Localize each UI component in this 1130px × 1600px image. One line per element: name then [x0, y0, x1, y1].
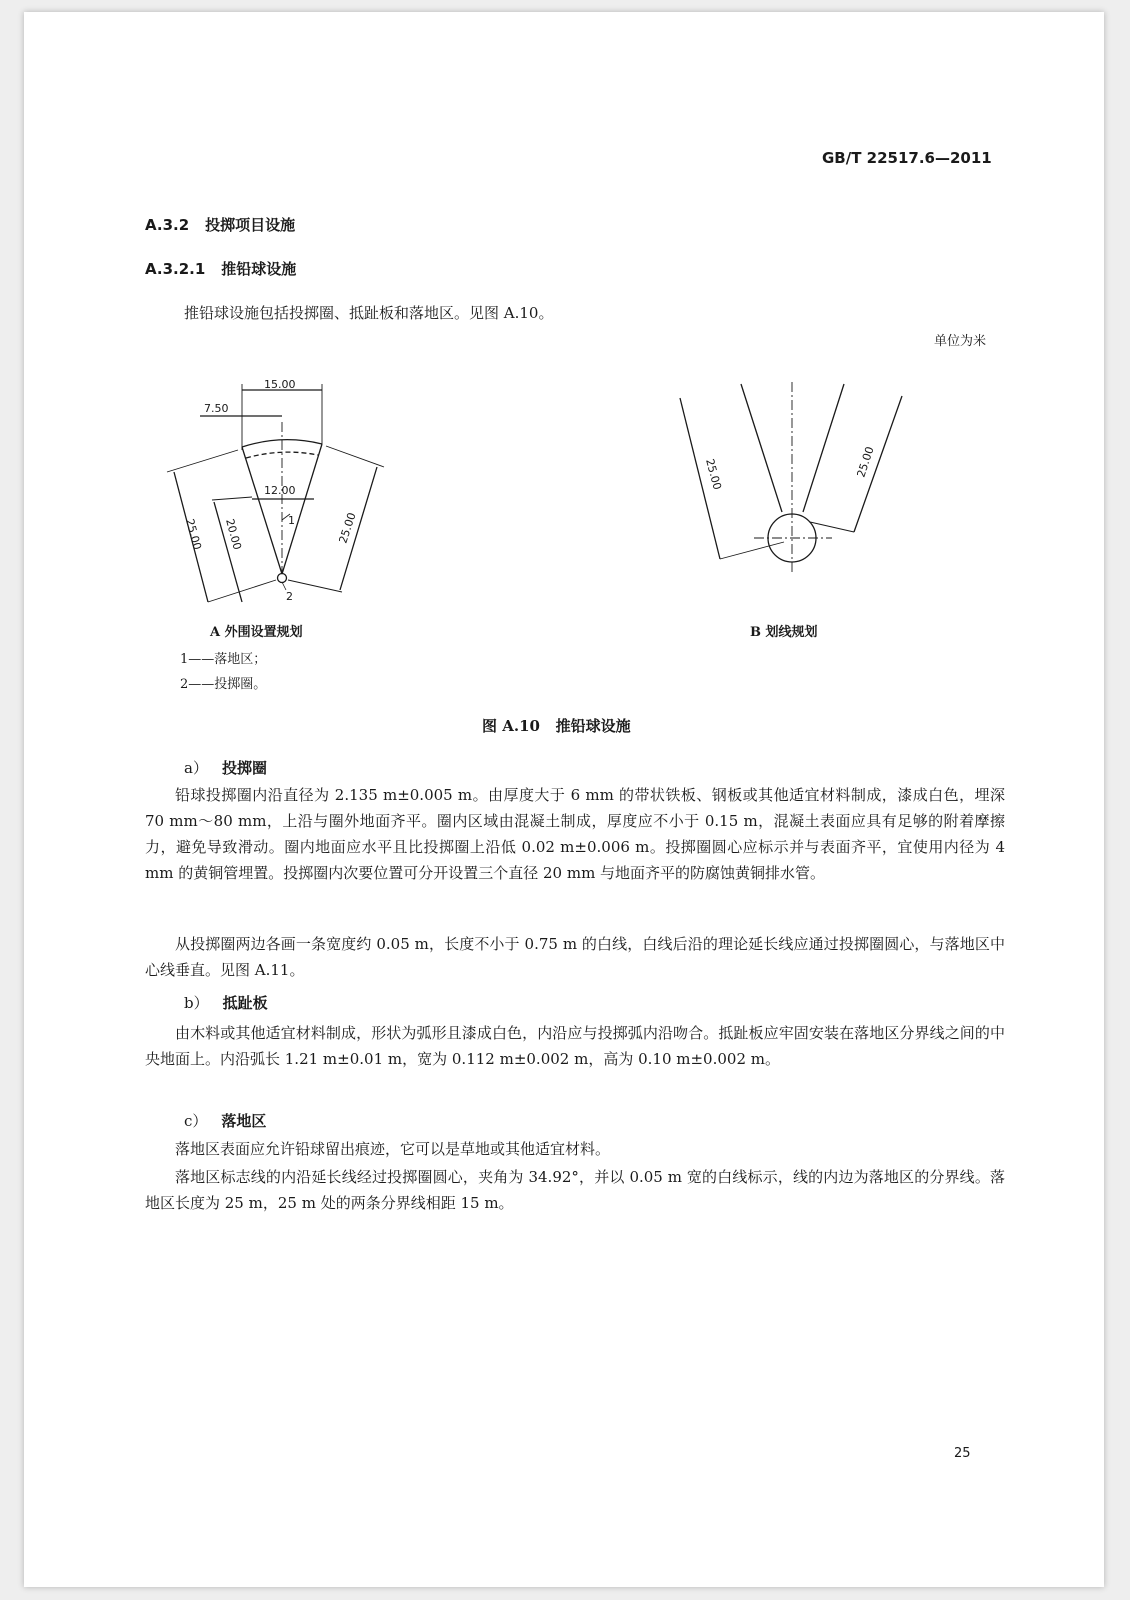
figure-title: 图 A.10 推铅球设施 — [482, 717, 631, 735]
caption-a: A 外围设置规划 — [210, 625, 303, 640]
item-c-label: c） — [184, 1112, 208, 1130]
section-number: A.3.2 — [145, 216, 190, 234]
dim-inner-label: 12.00 — [264, 484, 296, 497]
unit-note: 单位为米 — [934, 334, 987, 349]
item-b-label: b） — [184, 994, 209, 1012]
item-b-paragraph-1: 由木料或其他适宜材料制成，形状为弧形且漆成白色，内沿应与投掷弧内沿吻合。抵趾板应牢固安装在落地区分界线之间的中央地面上。内沿弧长 1.21 m±0.01 m，宽为 0.112 m±0.002 m，高为 0.10 m±0.002 m。 — [145, 1024, 1005, 1068]
b-dim-right-label: 25.00 — [854, 444, 877, 479]
item-c-title: 落地区 — [221, 1112, 267, 1130]
item-a-heading — [184, 757, 267, 778]
dim-right-label: 25.00 — [336, 510, 359, 545]
item-a-paragraph-2: 从投掷圈两边各画一条宽度约 0.05 m，长度不小于 0.75 m 的白线，白线后沿的理论延长线应通过投掷圈圆心，与落地区中心线垂直。见图 A.11。 — [145, 935, 1005, 979]
b-right-line — [803, 384, 844, 512]
throwing-circle-a — [278, 574, 287, 583]
label-2: 2 — [286, 590, 293, 603]
item-b-heading — [184, 992, 268, 1013]
document-page — [24, 12, 1104, 1587]
legend-item-2: 2——投掷圈。 — [180, 677, 267, 692]
dim-line-left-inner — [214, 502, 242, 602]
page-number: 25 — [954, 1446, 971, 1461]
subsection-title: 推铅球设施 — [221, 260, 297, 278]
dim-left-outer-label: 25.00 — [183, 517, 204, 552]
item-b-title: 抵趾板 — [222, 994, 268, 1012]
standard-number: GB/T 22517.6—2011 — [822, 149, 992, 167]
dim-half-label: 7.50 — [204, 402, 229, 415]
section-title: 投掷项目设施 — [205, 216, 296, 234]
sector-right-line — [282, 444, 322, 574]
item-a-label: a） — [184, 759, 208, 777]
subsection-number: A.3.2.1 — [145, 260, 206, 278]
item-c-paragraph-2: 落地区标志线的内沿延长线经过投掷圈圆心，夹角为 34.92°，并以 0.05 m 宽的白线标示，线的内边为落地区的分界线。落地区长度为 25 m，25 m 处的两条分界线相距 15 m。 — [145, 1168, 1005, 1212]
item-c-heading — [184, 1110, 266, 1131]
sector-left-line — [242, 447, 282, 574]
b-left-line — [741, 384, 782, 512]
item-a-title: 投掷圈 — [221, 759, 267, 777]
item-a-paragraph-1: 铅球投掷圈内沿直径为 2.135 m±0.005 m。由厚度大于 6 mm 的带状铁板、钢板或其他适宜材料制成，漆成白色，埋深 70 mm～80 mm，上沿与圈外地面齐平。圈内区域由混凝土制成，厚度应不小于 0.15 m，混凝土表面应具有足够的附着摩擦力，避免导致滑动。圈内地面应水平且比投掷圈上沿低 0.02 m±0.006 m。投掷圈圆心应标示并与表面齐平，宜使用内径为 4 mm 的黄铜管埋置。投掷圈内次要位置可分开设置三个直径 20 mm 与地面齐平的防腐蚀黄铜排水管。 — [145, 786, 1005, 882]
dim-left-inner-label: 20.00 — [223, 517, 244, 552]
intro-paragraph: 推铅球设施包括投掷圈、抵趾板和落地区。见图 A.10。 — [184, 304, 554, 322]
b-dim-left-label: 25.00 — [703, 457, 724, 492]
caption-b: B 划线规划 — [750, 625, 818, 640]
figure-a10 — [24, 12, 1104, 712]
label-1: 1 — [288, 514, 295, 527]
legend-item-1: 1——落地区； — [180, 652, 267, 667]
item-c-paragraph-1: 落地区表面应允许铅球留出痕迹，它可以是草地或其他适宜材料。 — [175, 1140, 611, 1158]
dim-top-label: 15.00 — [264, 378, 296, 391]
